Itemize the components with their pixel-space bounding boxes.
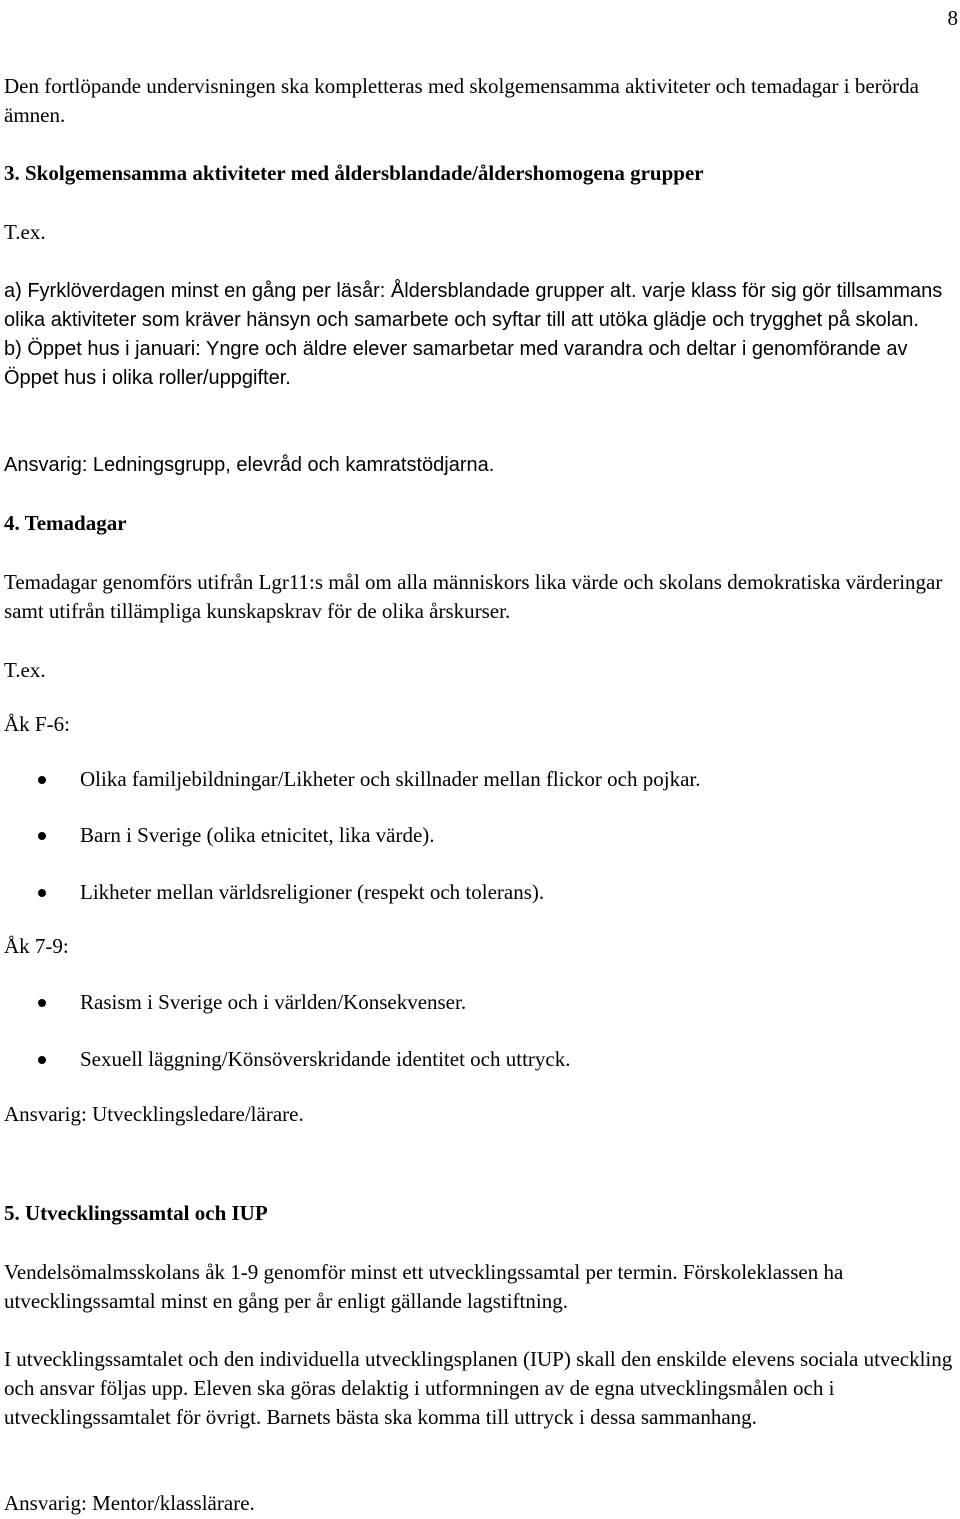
section-4-responsible: Ansvarig: Utvecklingsledare/lärare. bbox=[4, 1102, 304, 1126]
grade-79-label: Åk 7-9: bbox=[4, 934, 69, 958]
list-item bbox=[80, 821, 954, 850]
list-item bbox=[80, 1045, 954, 1074]
bullet-icon bbox=[38, 889, 46, 897]
list-item bbox=[80, 878, 954, 907]
intro-paragraph: Den fortlöpande undervisningen ska kompletteras med skolgemensamma aktiviteter och temadagar i berörda ämnen. bbox=[4, 74, 919, 127]
section-5-responsible: Ansvarig: Mentor/klasslärare. bbox=[4, 1491, 255, 1515]
section-4-heading: 4. Temadagar bbox=[4, 511, 127, 535]
section-4-text: Temadagar genomförs utifrån Lgr11:s mål om alla människors lika värde och skolans demokratiska värderingar samt utifrån tillämpliga kunskapskrav för de olika årskurser. bbox=[4, 570, 943, 623]
section-5-paragraph-2: I utvecklingssamtalet och den individuella utvecklingsplanen (IUP) skall den enskilde elevens sociala utveckling och ansvar följas upp. Eleven ska göras delaktig i utformningen av de egna utvecklingsmålen och i utvecklingssamtalet för övrigt. Barnets bästa ska komma till uttryck i dessa sammanhang. bbox=[4, 1347, 953, 1429]
list-item bbox=[80, 765, 954, 794]
list-item-text: Likheter mellan världsreligioner (respekt och tolerans). bbox=[80, 880, 545, 904]
bullet-icon bbox=[38, 999, 46, 1007]
section-3-heading: 3. Skolgemensamma aktiviteter med åldersblandade/åldershomogena grupper bbox=[4, 161, 704, 185]
bullet-icon bbox=[38, 832, 46, 840]
list-item-text: Olika familjebildningar/Likheter och skillnader mellan flickor och pojkar. bbox=[80, 767, 701, 791]
list-item-text: Sexuell läggning/Könsöverskridande identitet och uttryck. bbox=[80, 1047, 571, 1071]
list-item bbox=[80, 988, 954, 1017]
section-4-example-label: T.ex. bbox=[4, 658, 46, 682]
bullet-icon bbox=[38, 1056, 46, 1064]
section-5-heading: 5. Utvecklingssamtal och IUP bbox=[4, 1201, 268, 1225]
section-3-item-a: a) Fyrklöverdagen minst en gång per läsår: Åldersblandade grupper alt. varje klass för sig gör tillsammans olika aktiviteter som kräver hänsyn och samarbete och syftar till att utöka glädje och trygghet på skolan. bbox=[4, 280, 943, 331]
list-item-text: Rasism i Sverige och i världen/Konsekvenser. bbox=[80, 990, 467, 1014]
section-3-responsible: Ansvarig: Ledningsgrupp, elevråd och kamratstödjarna. bbox=[4, 454, 495, 476]
grade-f6-label: Åk F-6: bbox=[4, 712, 70, 736]
section-3-item-b: b) Öppet hus i januari: Yngre och äldre elever samarbetar med varandra och deltar i genomförande av Öppet hus i olika roller/uppgifter. bbox=[4, 338, 908, 389]
section-5-paragraph-1: Vendelsömalmsskolans åk 1-9 genomför minst ett utvecklingssamtal per termin. Förskoleklassen ha utvecklingssamtal minst en gång per år enligt gällande lagstiftning. bbox=[4, 1260, 844, 1313]
page-number: 8 bbox=[947, 6, 958, 30]
list-item-text: Barn i Sverige (olika etnicitet, lika värde). bbox=[80, 823, 435, 847]
section-3-example-label: T.ex. bbox=[4, 220, 46, 244]
bullet-icon bbox=[38, 776, 46, 784]
